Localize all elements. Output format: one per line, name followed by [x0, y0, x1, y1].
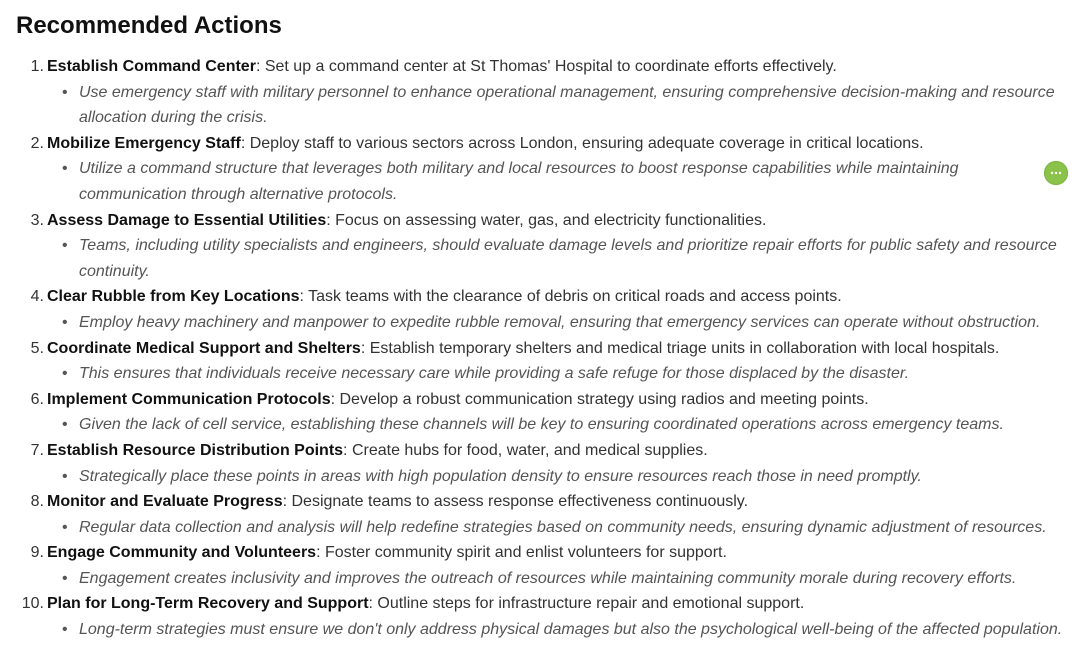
action-number: 7.	[30, 441, 44, 459]
action-heading: Plan for Long-Term Recovery and Support	[47, 595, 369, 613]
action-detail	[62, 156, 1068, 207]
action-number: 10.	[21, 595, 44, 613]
action-item-8	[30, 489, 1068, 540]
action-detail-list	[47, 412, 1068, 438]
action-detail-list	[47, 233, 1068, 284]
bullet-icon: •	[62, 467, 68, 485]
action-heading: Establish Command Center	[47, 58, 256, 75]
bullet-icon: •	[62, 365, 68, 383]
action-detail-text: Strategically place these points in areas with high population density to ensure resources reach those in need promptly.	[79, 467, 922, 485]
action-heading: Coordinate Medical Support and Shelters	[47, 339, 361, 357]
action-detail-list	[47, 566, 1068, 592]
action-detail-list	[47, 361, 1068, 387]
action-description: : Develop a robust communication strategy using radios and meeting points.	[330, 390, 869, 408]
action-item-3	[30, 208, 1068, 285]
action-detail-list	[47, 515, 1068, 541]
action-detail-list	[47, 80, 1068, 131]
action-description: : Deploy staff to various sectors across London, ensuring adequate coverage in critical locations.	[240, 134, 924, 152]
action-number: 9.	[30, 544, 44, 562]
action-detail-list	[47, 464, 1068, 490]
action-description: : Focus on assessing water, gas, and electricity functionalities.	[326, 211, 767, 229]
bullet-icon: •	[62, 313, 68, 331]
action-detail-list	[47, 310, 1068, 336]
action-detail-text: Teams, including utility specialists and engineers, should evaluate damage levels and prioritize repair efforts for public safety and resource continuity.	[79, 237, 1057, 280]
bullet-icon: •	[62, 518, 68, 536]
recommended-actions-section	[16, 10, 1068, 643]
action-description: : Foster community spirit and enlist volunteers for support.	[316, 544, 727, 562]
action-detail-text: Long-term strategies must ensure we don't only address physical damages but also the psychological well-being of the affected population.	[79, 621, 1063, 639]
action-detail-list	[47, 617, 1068, 643]
action-detail-text: Regular data collection and analysis will help redefine strategies based on community needs, ensuring dynamic adjustment of resources.	[79, 518, 1047, 536]
action-detail-text: This ensures that individuals receive necessary care while providing a safe refuge for those displaced by the disaster.	[79, 365, 910, 383]
action-number: 3.	[30, 211, 44, 229]
bullet-icon: •	[62, 416, 68, 434]
action-number: 6.	[30, 390, 44, 408]
more-options-button[interactable]	[1044, 161, 1068, 185]
action-detail-text: Use emergency staff with military personnel to enhance operational management, ensuring comprehensive decision-making and resource allocation during the crisis.	[79, 83, 1055, 127]
action-item-1	[30, 54, 1068, 131]
action-description: : Set up a command center at St Thomas' Hospital to coordinate efforts effectively.	[255, 58, 837, 75]
action-detail	[62, 310, 1068, 336]
action-detail-text: Engagement creates inclusivity and improves the outreach of resources while maintaining community morale during recovery efforts.	[79, 569, 1017, 587]
action-detail-text: Employ heavy machinery and manpower to expedite rubble removal, ensuring that emergency services can operate without obstruction.	[79, 313, 1041, 331]
action-heading: Mobilize Emergency Staff	[47, 134, 241, 152]
bullet-icon: •	[62, 160, 68, 178]
action-number: 4.	[30, 288, 44, 306]
action-detail-text: Utilize a command structure that leverages both military and local resources to boost response capabilities while maintaining communication through alternative protocols.	[79, 160, 959, 203]
action-item-5	[30, 336, 1068, 387]
action-detail	[62, 464, 1068, 490]
page-title: Recommended Actions	[16, 12, 282, 39]
action-item-9	[30, 540, 1068, 591]
action-detail	[62, 617, 1068, 643]
action-number: 5.	[30, 339, 44, 357]
more-horizontal-icon	[1050, 171, 1062, 175]
action-detail	[62, 412, 1068, 438]
action-heading: Engage Community and Volunteers	[47, 544, 317, 562]
action-item-10	[21, 591, 1068, 642]
bullet-icon: •	[62, 621, 68, 639]
action-item-4	[30, 284, 1068, 335]
bullet-icon: •	[62, 237, 68, 255]
action-heading: Implement Communication Protocols	[47, 390, 331, 408]
actions-list	[16, 54, 1068, 643]
action-item-2	[30, 131, 1068, 208]
action-heading: Assess Damage to Essential Utilities	[47, 211, 327, 229]
action-number: 8.	[30, 493, 44, 511]
action-number: 1.	[30, 58, 44, 75]
action-detail	[62, 233, 1068, 284]
action-detail-text: Given the lack of cell service, establishing these channels will be key to ensuring coordinated operations across emergency teams.	[79, 416, 1004, 434]
action-description: : Outline steps for infrastructure repair and emotional support.	[368, 595, 805, 613]
action-item-6	[30, 387, 1068, 438]
action-detail	[62, 566, 1068, 592]
action-detail	[62, 515, 1068, 541]
action-description: : Task teams with the clearance of debris on critical roads and access points.	[299, 288, 842, 306]
action-description: : Create hubs for food, water, and medical supplies.	[343, 441, 708, 459]
bullet-icon: •	[62, 569, 68, 587]
action-description: : Establish temporary shelters and medical triage units in collaboration with local hospitals.	[360, 339, 1000, 357]
action-heading: Establish Resource Distribution Points	[47, 441, 344, 459]
action-detail	[62, 80, 1068, 131]
bullet-icon: •	[62, 83, 68, 101]
action-heading: Clear Rubble from Key Locations	[47, 288, 300, 306]
action-description: : Designate teams to assess response effectiveness continuously.	[282, 493, 749, 511]
action-heading: Monitor and Evaluate Progress	[47, 493, 283, 511]
action-detail	[62, 361, 1068, 387]
action-detail-list	[47, 156, 1068, 207]
action-number: 2.	[30, 134, 44, 152]
action-item-7	[30, 438, 1068, 489]
